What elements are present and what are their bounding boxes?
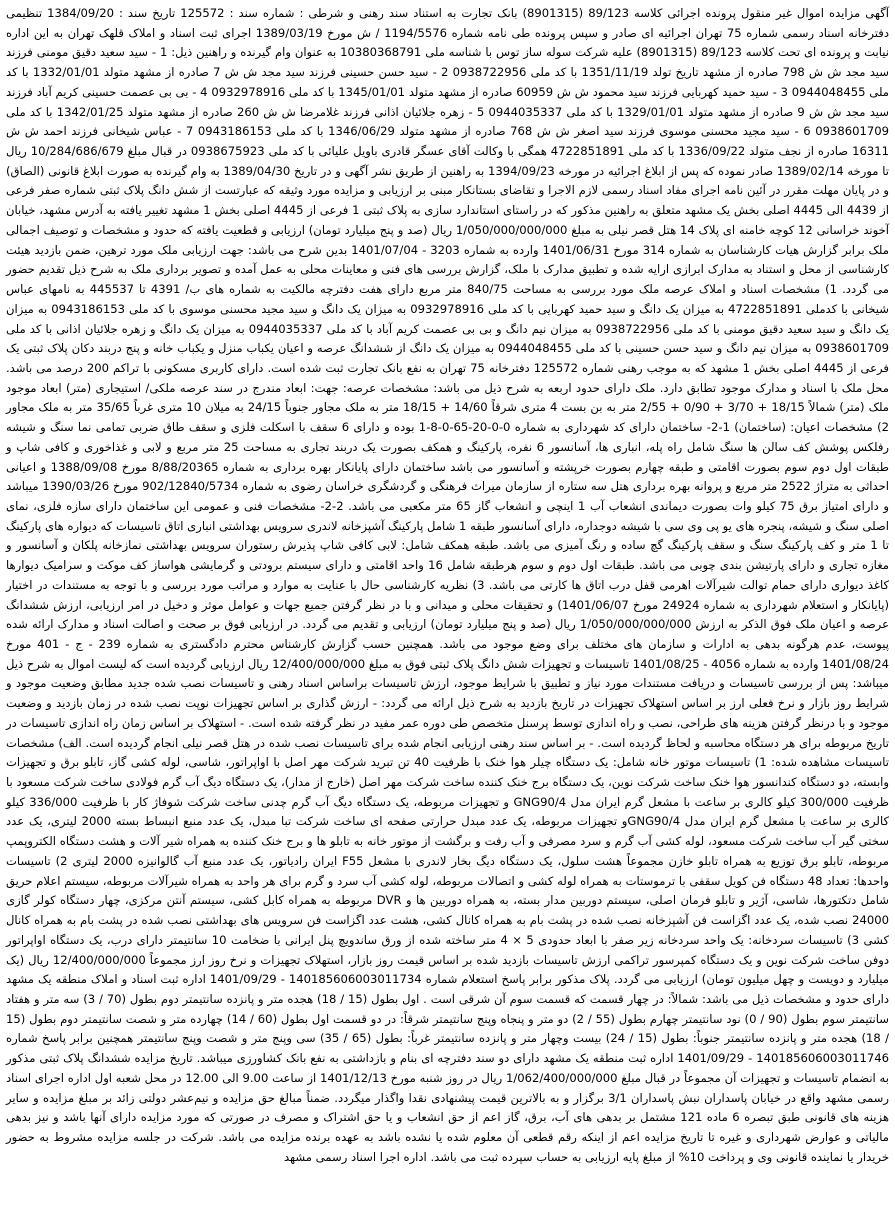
notice-text: آگهی مزایده اموال غیر منقول پرونده اجرائی کلاسه 89/123 (8901315) بانک تجارت به استناد سند رهنی و شرطی : شماره سند : 125572 تاریخ سند : 1384/09/20 تنظیمی دفترخانه اسناد رسمی شماره 75 تهران اجرائیه ای صادر و سپس پرونده طی نامه شماره 1194/5576 / ش مورخ 1389/03/19 اجرای ثبت اسناد و املاک قلهک تهران به این اداره نیابت و پرونده ای تحت کلاسه 89/123 (8901315) علیه شرکت سوله ساز توس با شناسه ملی 10380368791 به عنوان وام گیرنده و راهنین ذیل: 1 - سید سعید دقیق مومنی فرزند سید مجد ش ش 798 صادره از مشهد تاریخ تولد 1351/11/19 با کد ملی 0938722956 2 - سید حسن حسینی فرزند سید مجد ش ش 7 صادره از مشهد متولد 1332/01/01 با کد ملی 0944048455 3 - سید حمید کهربایی فرزند سید محمود ش ش 60959 صادره از مشهد متولد 1345/01/01 با کد ملی 0932978916 4 - بی بی عصمت حسینی کریم آباد فرزند سید مجد ش ش 9 صادره از مشهد متولد 1329/01/01 با کد ملی 0944035337 5 - زهره جلائیان اذانی فرزند غلامرضا ش ش 260 صادره از مشهد متولد 1342/01/25 با کد ملی 0938601709 6 - سید مجید محسنی موسوی فرزند سید اصغر ش ش 768 صادره از مشهد متولد 1346/06/29 با کد ملی 0943186153 7 - عباس شیخانی فرزند احمد ش ش 16311 صادره از نجف متولد 1336/09/22 با کد ملی 4722851891 همگی با وکالت آقای عسگر قادری باویل علیائی با کد ملی 0938675923 در قبال مبلغ 10/284/686/679 ریال تا مورخه 1389/02/14 صادر نموده که پس از ابلاغ اجرائیه در مورخه 1394/09/23 به راهنین از طریق نشر آگهی و در تاریخ 1389/04/30 به وام گیرنده به صورت ابلاغ قانونی (الصاق) و در پایان مهلت مقرر در آئین نامه اجرای مفاد اسناد رسمی لازم الاجرا و تقاضای بستانکار مبنی بر ارزیابی و مزایده مورد وثیقه که عبارتست از شش دانگ پلاک ثبتی شماره صفر فرعی از 4439 الی 4445 اصلی بخش یک مشهد متعلق به راهنین مذکور که در راستای استاندارد سازی به پلاک ثبتی 1 فرعی از 4445 اصلی بخش 1 مشهد تغییر یافته به آدرس مشهد، خیابان آخوند خراسانی 12 کوچه خامنه ای پلاک 14 هتل قصر نیلی به مبلغ 1/050/000/000/000 ریال (صد و پنج میلیارد تومان) ارزیابی و قطعیت یافته که حدود و مشخصات و توصیف اجمالی ملک برابر گزارش هیات کارشناسان به شماره 314 مورخ 1401/06/31 وارده به شماره 3203 - 1401/07/04 بدین شرح می باشد: جهت ارزیابی ملک مورد ترهین، ضمن بازدید هیئت کارشناسی از محل و استناد به مدارک ابرازی ارایه شده و تطبیق مدارک با ملک، گزارش بررسی های فنی و معاینات محلی به عمل آمده و تصویر برداری ملک به شرح ذیل تقدیم حضور می گردد. 1) مشخصات اسناد و املاک عرصه ملک مورد بررسی به مساحت 840/75 متر مربع دارای هفت دفترچه مالکیت به شماره های ب/ 4391 تا 445537 به نامهای عباس شیخانی با کدملی 4722851891 به میزان یک دانگ و سید حمید کهربایی با کد ملی 0932978916 به میزان یک دانگ و سید مجید محسنی موسوی با کد ملی 0943186153 به میزان یک دانگ و سید سعید دقیق مومنی با کد ملی 0938722956 به میزان نیم دانگ و بی بی عصمت کریم آباد با کد ملی 0944035337 به میزان یک دانگ و زهره جلائیان اذانی با کد ملی 0938601709 به میزان نیم دانگ و سید حسن حسینی با کد ملی 0944048455 به میزان یک دانگ از ششدانگ عرصه و اعیان یکباب منزل و یکباب خانه و پنج دربند دکان پلاک ثبتی یک فرعی از 4445 اصلی بخش 1 مشهد که به موجب رهنی شماره 125572 دفترخانه 75 تهران به نفع بانک تجارت ثبت شده است. دارای کاربری مسکونی با تراکم 200 درصد می باشد. محل ملک با اسناد و مدارک موجود تطابق دارد. ملک دارای حدود اربعه به شرح ذیل می باشد: مشخصات عرصه: جهت: ابعاد مندرج در سند عرصه ملکی/ استیجاری (متر) ابعاد موجود ملک (متر) شمالاً 18/15 + 3/70 + 0/90 + 2/55 متر به بن بست 4 متری شرقاً 14/60 + 18/15 متر به ملک مجاور جنوباً 24/15 به میلان 10 متری غرباً 35/65 متر به ملک مجاور 2) مشخصات اعیان: (ساختمان) 1-2- ساختمان دارای کد شهرداری به شماره 0-0-20-65-0-8-1 بوده و دارای 6 سقف با اسکلت فلزی و سقف طاق ضربی تمامی نما سنگ و شیشه رفلکس پوشش کف سالن ها سنگ شامل راه پله، انباری ها، آسانسور 6 نفره، پارکینگ و همکف بصورت یک دربند تجاری به مساحت 25 متر مربع و لابی و غذاخوری و کافی شاپ و طبقات اول دوم سوم بصورت اقامتی و طبقه چهارم بصورت خرپشته و آسانسور می باشد ساختمان دارای پایانکار بهره برداری به شماره 8/88/20365 مورخ 1388/09/08 و اعیانی احداثی به متراژ 2522 متر مربع و پروانه بهره برداری هتل سه ستاره از سازمان میراث فرهنگی و گردشگری خراسان رضوی به شماره 902/12840/5734 مورخ 1390/03/26 میباشد و دارای امتیاز برق 75 کیلو وات بصورت دیماندی انشعاب آب 1 اینچی و انشعاب گاز 65 متر مکعبی می باشد. 2-2- مشخصات فنی و عمومی این ساختمان دارای سازه فلزی، نمای اصلی سنگ و شیشه، پنجره های یو پی وی سی با شیشه دوجداره، دارای آسانسور طبقه 1 شامل پارکینگ آشپزخانه لاندری سرویس بهداشتی انباری اتاق تاسیسات که دیواره های پارکینگ تا 1 متر و کف پارکینگ سنگ و سقف پارکینگ گچ ساده و رنگ آمیزی می باشد. طبقه همکف شامل: لابی کافی شاپ پذیرش رستوران سرویس بهداشتی نمازخانه پلکان و آسانسور و مغازه تجاری و دارای پارتیشن بندی چوبی می باشد. طبقات اول دوم و سوم هرطبقه شامل 16 واحد اقامتی و دارای سیستم برودتی و گرمایشی هواساز کف موکت و سرامیک دیوارها کاغذ دیواری دارای حمام توالت شیرآلات اهرمی قفل درب اتاق ها کارتی می باشد. 3) نظریه کارشناسی حال با عنایت به موارد و مراتب مورد بررسی و با توجه به مستندات در اختیار (پایانکار و استعلام شهرداری به شماره 24924 مورخ 1401/06/07) و تحقیقات محلی و میدانی و با در نظر گرفتن جمیع جهات و عوامل موثر و دخیل در امر ارزیابی، ارزش ششدانگ عرصه و اعیان ملک فوق الذکر به ارزش 1/050/000/000/000 ریال (صد و پنج میلیارد تومان) ارزیابی و تقدیم می گردد. در ارزیابی فوق بر صحت و اصالت اسناد و مدارک ارائه شده پیوست، عدم هرگونه بدهی به ادارات و سازمان های مختلف برای وضع موجود می باشد. همچنین حسب گزارش کارشناس محترم دادگستری به شماره 239 - ج - 401 مورخ 1401/08/24 وارده به شماره 4056 - 1401/08/25 تاسیسات و تجهیزات شش دانگ پلاک ثبتی فوق به مبلغ 12/400/000/000 ریال ارزیابی گردیده است که لیست اموال به شرح ذیل میباشد: پس از بررسی تاسیسات و دریافت مستندات مورد نیاز و تطبیق با شرایط موجود، ارزش تاسیسات براساس اسناد رهنی و تاسیسات نصب شده جدید مطابق وضعیت موجود و شرایط روز بازار و نرخ فعلی ارز بر اساس استهلاک تجهیزات در تاریخ بازدید به شرح ذیل ارائه می گردد: - ارزش گذاری بر اساس تجهیزات نوپت نصب شده در زمان بازدید و وضعیت موجود و با درنظر گرفتن هزینه های طراحی، نصب و راه اندازی توسط پرسنل متخصص طی دوره عمر مفید در نظر گرفته شده است. - استهلاک بر اساس زمان راه اندازی تاسیسات در تاریخ مربوطه برای هر دستگاه محاسبه و لحاظ گردیده است. - بر اساس سند رهنی ارزیابی انجام شده برای تاسیسات نصب شده در هتل قصر نیلی انجام گردیده است. الف) مشخصات تاسیسات مشاهده شده: 1) تاسیسات موتور خانه شامل: یک دستگاه چیلر هوا خنک با ظرفیت 40 تن تبرید شرکت مهر اصل با اواپراتور، شاسی، لوله کشی گاز، تابلو برق و تجهیزات وابسته، دو دستگاه کندانسور هوا خنک ساخت شرکت نوین، یک دستگاه برج خنک کننده ساخت شرکت مهر اصل (خارج از مدار)، یک دستگاه دیگ آب گرم فولادی ساخت شرکت مسعود با ظرفیت 300/000 کیلو کالری بر ساعت با مشعل گرم ایران مدل GNG90/4 و تجهیزات مربوطه، یک دستگاه دیگ آب گرم چدنی ساخت شرکت شوفاژ کار با ظرفیت 336/000 کیلو کالری بر ساعت با مشعل گرم ایران مدل GNG90/4و تجهیزات مربوطه، یک عدد مبدل حرارتی صفحه ای ساخت شرکت تبا مبدل، یک عدد منبع انبساط بسته 2000 لیتری، یک عدد سختی گیر آب ساخت شرکت مسعود، لوله کشی آب گرم و سرد مصرفی و آب رفت و برگشت از موتور خانه به تابلو ها و برج خنک کننده به همراه شیر آلات و هشت دستگاه الکتروپمپ مربوطه، تابلو برق توزیع به همراه تابلو خازن مجموعاً هشت سلول، یک دستگاه دیگ بخار لاندری با مشعل F55 ایران رادیاتور، یک عدد منبع آب گالوانیزه 2000 لیتری 2) تاسیسات واحدها: تعداد 48 دستگاه فن کویل سقفی با ترموستات به همراه لوله کشی و اتصالات مربوطه، لوله کشی آب سرد و گرم برای هر واحد به همراه شیرآلات مربوطه، سیستم اعلام حریق شامل دتکتورها، شاسی، آژیر و تابلو فرمان اصلی، سیستم دوربین مدار بسته، به همراه دوربین ها و DVR مربوطه به همراه کابل کشی، سیستم آنتن مرکزی، چهار دستگاه کولر گازی 24000 نصب شده، یک عدد اگزاست فن آشپزخانه نصب شده در پشت بام به همراه کانال کشی، هشت عدد اگزاست فن سرویس های بهداشتی نصب شده در پشت بام به همراه کانال کشی 3) تاسیسات سردخانه: یک واحد سردخانه زیر صفر با ابعاد حدودی 5 × 4 متر ساخته شده از ورق ساندویچ پنل ایرانی با ضخامت 10 سانتیمتر دارای درب، یک دستگاه اواپراتور دوفن ساخت شرکت نوین و یک دستگاه کمپرسور تراکمی ارزش تاسیسات بازدید شده بر اساس قیمت روز بازار، استهلاک تجهیزات و نرخ روز ارز مجموعاً 12/400/000/000 ریال (یک میلیارد و دویست و چهل میلیون تومان) ارزیابی می گردد. پلاک مذکور برابر پاسخ استعلام شماره 140185606003011734 - 1401/09/29 اداره ثبت اسناد و املاک منطقه یک مشهد دارای حدود و مشخصات ذیل می باشد: شمالاً: در چهار قسمت که قسمت سوم آن شرقی است . اول بطول (15 / 18) هجده متر و پانزده سانتیمتر دوم بطول (70 / 3) سه متر و هفتاد سانتیمتر سوم بطول (90 / 0) نود سانتیمتر چهارم بطول (55 / 2) دو متر و پنجاه وپنج سانتیمتر شرقاً: در دو قسمت اول بطول (60 / 14) چهارده متر و شصت سانتیمتر دوم بطول (15 / 18) هجده متر و پانزده سانتیمتر جنوباً: بطول (15 / 24) بیست وچهار متر و پانزده سانتیمتر غرباً: بطول (65 / 35) سی وپنج متر و شصت وپنج سانتیمتر همچنین برابر پاسخ شماره 140185606003011746 - 1401/09/29 اداره ثبت منطقه یک مشهد دارای دو سند دفترچه ای بنام و بازداشتی به نفع بانک کشاورزی میباشد. تاریخ مزایده ششدانگ پلاک ثبتی مذکور به انضمام تاسیسات و تجهیزات آن مجموعاً در قبال مبلغ 1/062/400/000/000 ریال در روز شنبه مورخ 1401/12/13 از ساعت 9.00 الی 12.00 در محل شعبه اول اداره اجرای اسناد رسمی مشهد واقع در خیابان پاسداران نبش پاسداران 3/1 برگزار و به بالاترین قیمت پیشنهادی نقدا واگذار میگردد. ضمناً مبالغ حق مزایده و نیم‌عشر دولتی زائد بر مبلغ مزایده و سایر هزینه های قانونی طبق تبصره 6 ماده 121 مشتمل بر بدهی های آب، برق، گاز اعم از حق انشعاب و یا حق اشتراک و مصرف در صورتی که مورد مزایده دارای آنها باشد و نیز بدهی مالیاتی و عوارض شهرداری و غیره تا تاریخ مزایده اعم از اینکه رقم قطعی آن معلوم شده یا نشده باشد به عهده برنده مزایده می باشد. شرکت در جلسه مزایده مشروط به حضور خریدار یا نماینده قانونی وی و پرداخت 10% از مبلغ پایه ارزیابی به حساب سپرده ثبت می باشد. اداره اجرا اسناد رسمی مشهد — [6, 6, 890, 1164]
